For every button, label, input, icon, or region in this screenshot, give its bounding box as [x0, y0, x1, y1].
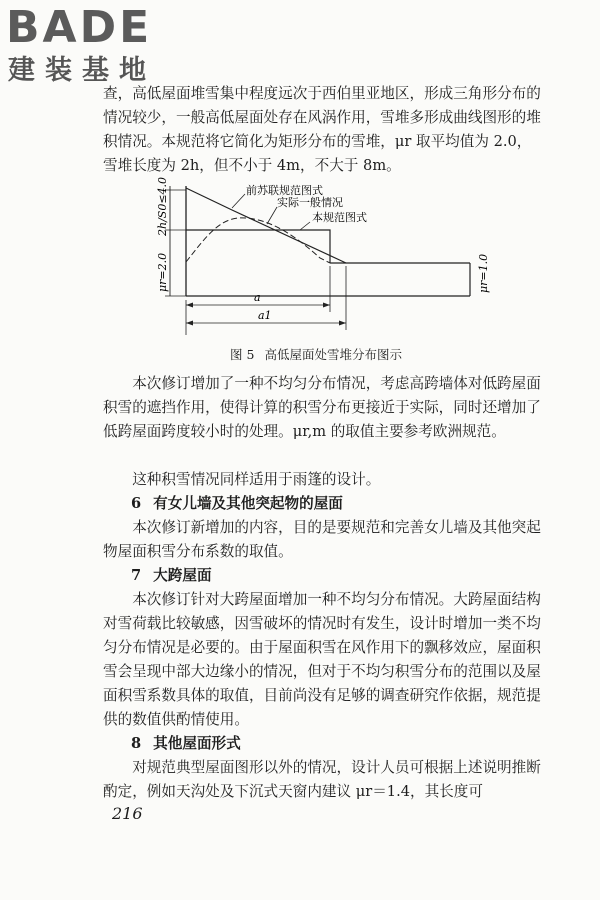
figure-number: 图 5 — [230, 347, 255, 362]
page-number: 216 — [112, 804, 143, 823]
paragraph-canopy: 这种积雪情况同样适用于雨篷的设计。 — [132, 471, 381, 488]
actual-curve — [186, 218, 330, 263]
section-heading-8: 8 其他屋面形式 — [131, 735, 241, 752]
legend-soviet: 前苏联规范图式 — [246, 184, 323, 197]
legend-code: 本规范图式 — [312, 211, 367, 224]
label-a: a — [254, 291, 261, 304]
logo-subtitle: 建装基地 — [8, 55, 156, 86]
label-height-ratio: 2h/S0≤4.0 — [156, 176, 169, 236]
figure-caption — [230, 346, 402, 364]
leader-soviet — [232, 194, 245, 208]
section-heading-6: 6 有女儿墙及其他突起物的屋面 — [131, 495, 343, 512]
logo-wordmark: BADE — [6, 2, 153, 53]
paragraph-revision: 本次修订增加了一种不均匀分布情况，考虑高跨墙体对低跨屋面积雪的遮挡作用，使得计算的积雪分布更接近于实际，同时还增加了低跨屋面跨度较小时的处理。μr,m 的取值主要参考欧洲规范。 — [103, 375, 541, 440]
legend-actual: 实际一般情况 — [277, 196, 343, 209]
code-rectangle-pattern — [186, 230, 330, 263]
paragraph-section-7: 本次修订针对大跨屋面增加一种不均匀分布情况。大跨屋面结构对雪荷载比较敏感，因雪破坏的情况时有发生，设计时增加一类不均匀分布情况是必要的。由于屋面积雪在风作用下的飘移效应，屋面积雪会呈现中部大边缘小的情况，但对于不均匀积雪分布的范围以及屋面积雪系数具体的取值，目前尚没有足够的调查研究作依据，规范提供的数值供酌情使用。 — [103, 591, 541, 728]
label-mu-2: μr=2.0 — [156, 252, 169, 292]
leader-code — [300, 222, 310, 230]
paragraph-section-6: 本次修订新增加的内容，目的是要规范和完善女儿墙及其他突起物屋面积雪分布系数的取值。 — [103, 519, 541, 560]
figure-title: 高低屋面处雪堆分布图示 — [264, 347, 402, 362]
section-heading-7: 7 大跨屋面 — [131, 567, 212, 584]
paragraph-snow-drift: 查，高低屋面堆雪集中程度远次于西伯里亚地区，形成三角形分布的情况较少，一般高低屋面处存在风涡作用，雪堆多形成曲线图形的堆积情况。本规范将它简化为矩形分布的雪堆，μr 取平均值为 2.0，雪堆长度为 2h，但不小于 4m，不大于 8m。 — [103, 85, 541, 174]
label-a1: a1 — [258, 309, 272, 322]
paragraph-section-8: 对规范典型屋面图形以外的情况，设计人员可根据上述说明推断酌定，例如天沟处及下沉式天窗内建议 μr＝1.4，其长度可 — [103, 759, 541, 800]
leader-actual — [267, 207, 277, 224]
figure-snow-distribution — [0, 0, 600, 345]
label-mu-1: μr=1.0 — [477, 253, 490, 293]
